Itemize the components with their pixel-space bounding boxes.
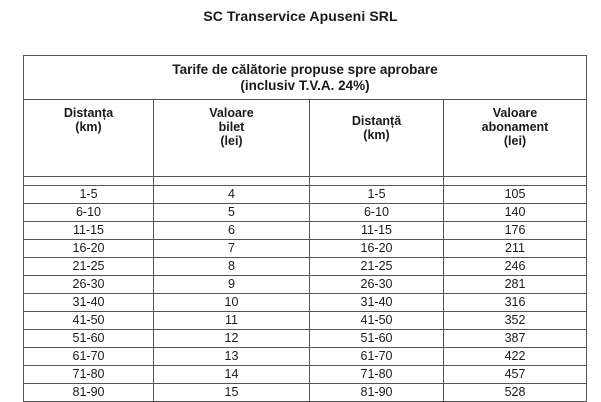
header-ticket-value — [154, 100, 310, 177]
spacer-cell — [24, 177, 154, 186]
cell-ticket-value: 10 — [154, 294, 310, 312]
cell-distance: 1-5 — [24, 186, 154, 204]
cell-subscription-value: 140 — [444, 204, 587, 222]
cell-subscription-value: 457 — [444, 366, 587, 384]
table-title — [24, 56, 587, 100]
cell-distance: 41-50 — [24, 312, 154, 330]
cell-subscription-value: 528 — [444, 384, 587, 402]
cell-subscription-value: 105 — [444, 186, 587, 204]
cell-distance-subscription: 71-80 — [310, 366, 444, 384]
spacer-cell — [310, 177, 444, 186]
table-row — [24, 294, 587, 312]
spacer-cell — [444, 177, 587, 186]
spacer-cell — [154, 177, 310, 186]
header-distance-subscription — [310, 100, 444, 177]
cell-distance: 11-15 — [24, 222, 154, 240]
cell-distance: 26-30 — [24, 276, 154, 294]
table-row — [24, 384, 587, 402]
header-subscription-value — [444, 100, 587, 177]
cell-distance: 71-80 — [24, 366, 154, 384]
cell-distance-subscription: 21-25 — [310, 258, 444, 276]
cell-ticket-value: 12 — [154, 330, 310, 348]
cell-distance-subscription: 81-90 — [310, 384, 444, 402]
tariff-table — [23, 55, 587, 402]
header-text: Distanța — [63, 106, 114, 120]
header-text: Valoare — [209, 106, 254, 120]
cell-distance-subscription: 1-5 — [310, 186, 444, 204]
cell-ticket-value: 11 — [154, 312, 310, 330]
cell-distance: 21-25 — [24, 258, 154, 276]
cell-distance-subscription: 61-70 — [310, 348, 444, 366]
table-row — [24, 366, 587, 384]
cell-ticket-value: 7 — [154, 240, 310, 258]
table-row — [24, 222, 587, 240]
cell-subscription-value: 316 — [444, 294, 587, 312]
header-text: (km) — [75, 120, 102, 134]
cell-distance-subscription: 26-30 — [310, 276, 444, 294]
cell-distance: 6-10 — [24, 204, 154, 222]
cell-distance: 31-40 — [24, 294, 154, 312]
table-row — [24, 276, 587, 294]
cell-ticket-value: 14 — [154, 366, 310, 384]
cell-distance-subscription: 11-15 — [310, 222, 444, 240]
cell-ticket-value: 8 — [154, 258, 310, 276]
header-text: (lei) — [220, 134, 243, 148]
table-title-main: Tarife de călătorie propuse spre aprobare — [172, 61, 438, 77]
cell-distance-subscription: 31-40 — [310, 294, 444, 312]
header-row — [24, 100, 587, 177]
table-row — [24, 186, 587, 204]
table-row — [24, 204, 587, 222]
cell-distance-subscription: 51-60 — [310, 330, 444, 348]
table-row — [24, 240, 587, 258]
cell-subscription-value: 211 — [444, 240, 587, 258]
cell-distance: 16-20 — [24, 240, 154, 258]
cell-ticket-value: 15 — [154, 384, 310, 402]
header-text: abonament — [481, 120, 549, 134]
spacer-row — [24, 177, 587, 186]
table-row — [24, 348, 587, 366]
table-row — [24, 258, 587, 276]
header-text: Valoare — [492, 106, 538, 120]
header-text: Distanță — [351, 114, 402, 128]
cell-subscription-value: 246 — [444, 258, 587, 276]
header-text: (km) — [363, 128, 390, 142]
header-text: (lei) — [503, 134, 527, 148]
cell-ticket-value: 6 — [154, 222, 310, 240]
cell-subscription-value: 176 — [444, 222, 587, 240]
header-text: bilet — [218, 120, 245, 134]
header-distance — [24, 100, 154, 177]
cell-ticket-value: 4 — [154, 186, 310, 204]
table-row — [24, 312, 587, 330]
cell-distance-subscription: 41-50 — [310, 312, 444, 330]
cell-distance: 61-70 — [24, 348, 154, 366]
company-name: SC Transervice Apuseni SRL — [203, 8, 398, 24]
cell-ticket-value: 5 — [154, 204, 310, 222]
cell-ticket-value: 13 — [154, 348, 310, 366]
cell-distance: 81-90 — [24, 384, 154, 402]
table-title-vat: (inclusiv T.V.A. 24%) — [240, 77, 370, 93]
cell-subscription-value: 422 — [444, 348, 587, 366]
cell-distance-subscription: 16-20 — [310, 240, 444, 258]
cell-distance: 51-60 — [24, 330, 154, 348]
table-row — [24, 330, 587, 348]
cell-subscription-value: 281 — [444, 276, 587, 294]
cell-distance-subscription: 6-10 — [310, 204, 444, 222]
cell-subscription-value: 352 — [444, 312, 587, 330]
cell-subscription-value: 387 — [444, 330, 587, 348]
cell-ticket-value: 9 — [154, 276, 310, 294]
